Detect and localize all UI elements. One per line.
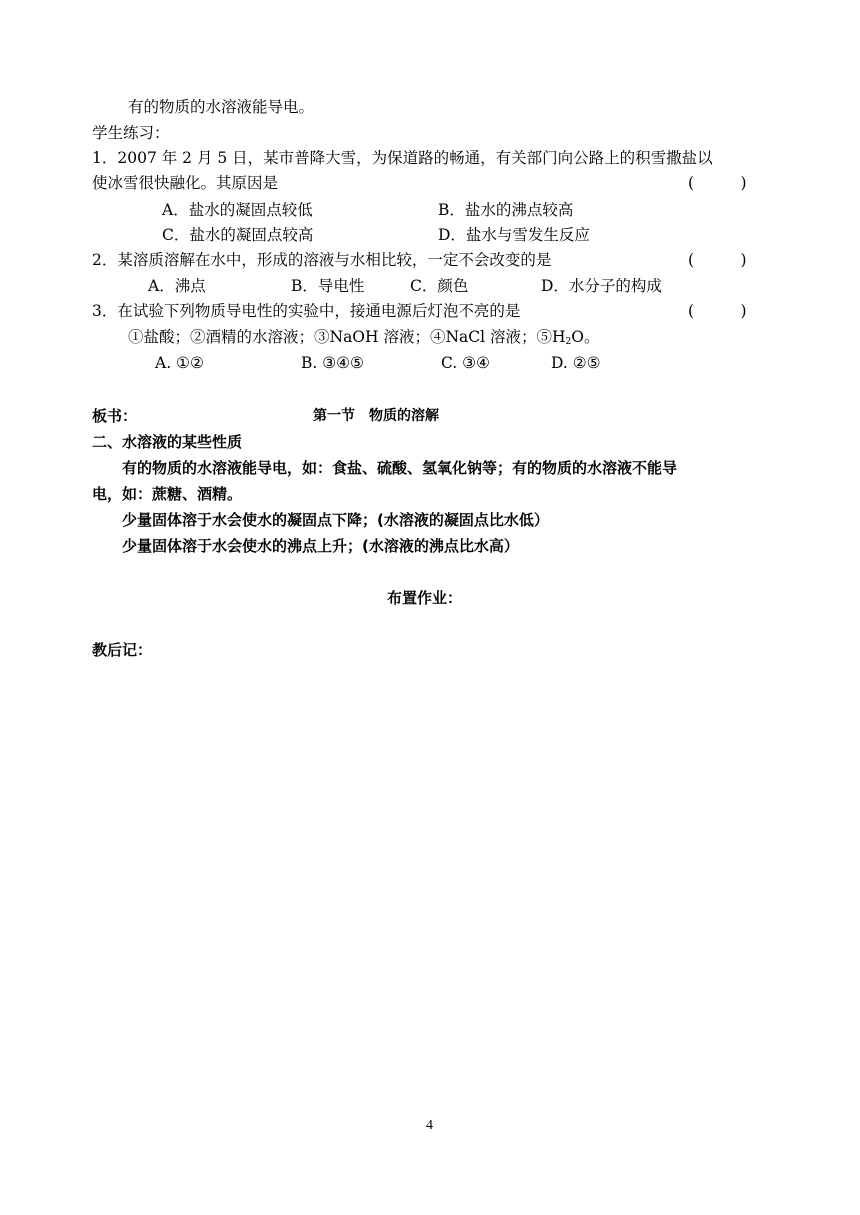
question-3-items-subscript: 2 xyxy=(565,337,572,347)
board-paragraph-3: 少量固体溶于水会使水的沸点上升；(水溶液的沸点比水高） xyxy=(122,537,519,555)
question-1-option-d: D．盐水与雪发生反应 xyxy=(438,226,590,244)
question-2-text: 2．某溶质溶解在水中，形成的溶液与水相比较，一定不会改变的是 xyxy=(92,251,552,269)
question-3-option-d: D. ②⑤ xyxy=(551,354,601,372)
question-1-option-a: A．盐水的凝固点较低 xyxy=(162,201,313,219)
question-3-option-a: A. ①② xyxy=(155,354,204,372)
board-paragraph-1-line-2: 电，如：蔗糖、酒精。 xyxy=(92,485,243,503)
question-1-option-c: C．盐水的凝固点较高 xyxy=(162,226,314,244)
question-3-text: 3．在试验下列物质导电性的实验中，接通电源后灯泡不亮的是 xyxy=(92,302,521,320)
question-3-option-b: B. ③④⑤ xyxy=(301,354,364,372)
question-3-items-end: O。 xyxy=(571,328,600,346)
question-2-answer-blank: ( ) xyxy=(688,251,747,269)
question-1-line-1: 1．2007 年 2 月 5 日，某市普降大雪，为保道路的畅通，有关部门向公路上的积雪撒盐以 xyxy=(92,149,713,167)
question-3-option-c: C. ③④ xyxy=(441,354,490,372)
question-3-items-text: ①盐酸；②酒精的水溶液；③NaOH 溶液；④NaCl 溶液；⑤H xyxy=(128,328,566,346)
question-3-items xyxy=(128,327,599,352)
board-section-heading: 二、水溶液的某些性质 xyxy=(92,433,243,451)
exercise-heading: 学生练习： xyxy=(92,124,170,142)
question-3-answer-blank: ( ) xyxy=(688,302,747,320)
question-2-option-d: D．水分子的构成 xyxy=(541,277,662,295)
intro-line: 有的物质的水溶液能导电。 xyxy=(128,98,315,116)
board-title: 第一节 物质的溶解 xyxy=(313,408,439,424)
board-paragraph-2: 少量固体溶于水会使水的凝固点下降；(水溶液的凝固点比水低） xyxy=(122,511,549,529)
question-2-option-c: C．颜色 xyxy=(410,277,469,295)
homework-heading: 布置作业： xyxy=(387,589,463,607)
board-label: 板书： xyxy=(92,407,138,425)
page-number: 4 xyxy=(426,1118,433,1133)
question-1-option-b: B．盐水的沸点较高 xyxy=(438,201,574,219)
reflection-heading: 教后记： xyxy=(92,641,153,659)
question-1-line-2: 使冰雪很快融化。其原因是 xyxy=(92,174,279,192)
question-2-option-b: B．导电性 xyxy=(291,277,365,295)
question-1-answer-blank: ( ) xyxy=(688,174,747,192)
board-paragraph-1-line-1: 有的物质的水溶液能导电，如：食盐、硫酸、氢氧化钠等；有的物质的水溶液不能导 xyxy=(122,459,678,477)
question-2-option-a: A．沸点 xyxy=(148,277,206,295)
